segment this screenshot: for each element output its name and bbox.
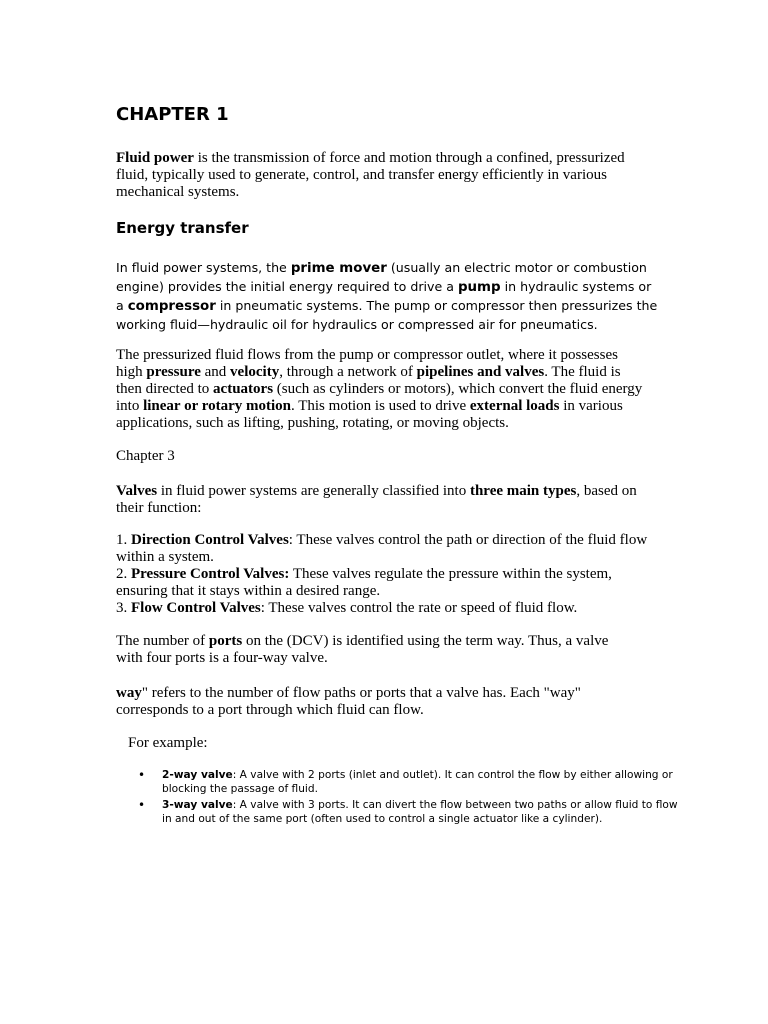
bullet-icon: • xyxy=(138,768,146,782)
fluid-power-term: Fluid power xyxy=(116,150,194,166)
valve-type-item: 3. Flow Control Valves: These valves control the rate or speed of fluid flow. xyxy=(116,600,578,616)
energy-transfer-heading: Energy transfer xyxy=(116,219,249,237)
valve-type-item: 2. Pressure Control Valves: These valves regulate the pressure within the system, ensuring that it stays within a desired range. xyxy=(116,566,612,599)
fluid-power-paragraph: Fluid power is the transmission of force and motion through a confined, pressurized fluid, typically used to generate, control, and transfer energy efficiently in various mechanical systems. xyxy=(116,150,625,200)
valves-intro-paragraph: Valves in fluid power systems are generally classified into three main types, based on their function: xyxy=(116,483,637,516)
prime-mover-paragraph: In fluid power systems, the prime mover (usually an electric motor or combustion engine) provides the initial energy required to drive a pump in hydraulic systems or a compressor in pneumatic systems. The pump or compressor then pressurizes the working fluid—hydraulic oil for hydraulics or compressed air for pneumatics. xyxy=(116,260,658,332)
chapter-3-heading: Chapter 3 xyxy=(116,448,175,464)
list-item: • 3-way valve: A valve with 3 ports. It can divert the flow between two paths or allow fluid to flow in and out of the same port (often used to control a single actuator like a cylinder). xyxy=(138,798,678,825)
example-label: For example: xyxy=(128,735,208,751)
bullet-icon: • xyxy=(138,798,146,812)
valve-type-item: 1. Direction Control Valves: These valves control the path or direction of the fluid flow within a system. xyxy=(116,532,648,565)
ports-paragraph: The number of ports on the (DCV) is identified using the term way. Thus, a valve with four ports is a four-way valve. xyxy=(116,633,609,666)
valve-types-list xyxy=(116,532,656,617)
pressurized-fluid-paragraph: The pressurized fluid flows from the pump or compressor outlet, where it possesses high pressure and velocity, through a network of pipelines and valves. The fluid is then directed to actuators (such as cylinders or motors), which convert the fluid energy into linear or rotary motion. This motion is used to drive external loads in various applications, such as lifting, pushing, rotating, or moving objects. xyxy=(116,347,643,431)
way-paragraph: way" refers to the number of flow paths or ports that a valve has. Each "way" corresponds to a port through which fluid can flow. xyxy=(116,685,581,718)
list-item: • 2-way valve: A valve with 2 ports (inlet and outlet). It can control the flow by either allowing or blocking the passage of fluid. xyxy=(138,768,673,795)
way-examples-list xyxy=(138,768,682,828)
chapter-1-heading: CHAPTER 1 xyxy=(116,104,229,125)
